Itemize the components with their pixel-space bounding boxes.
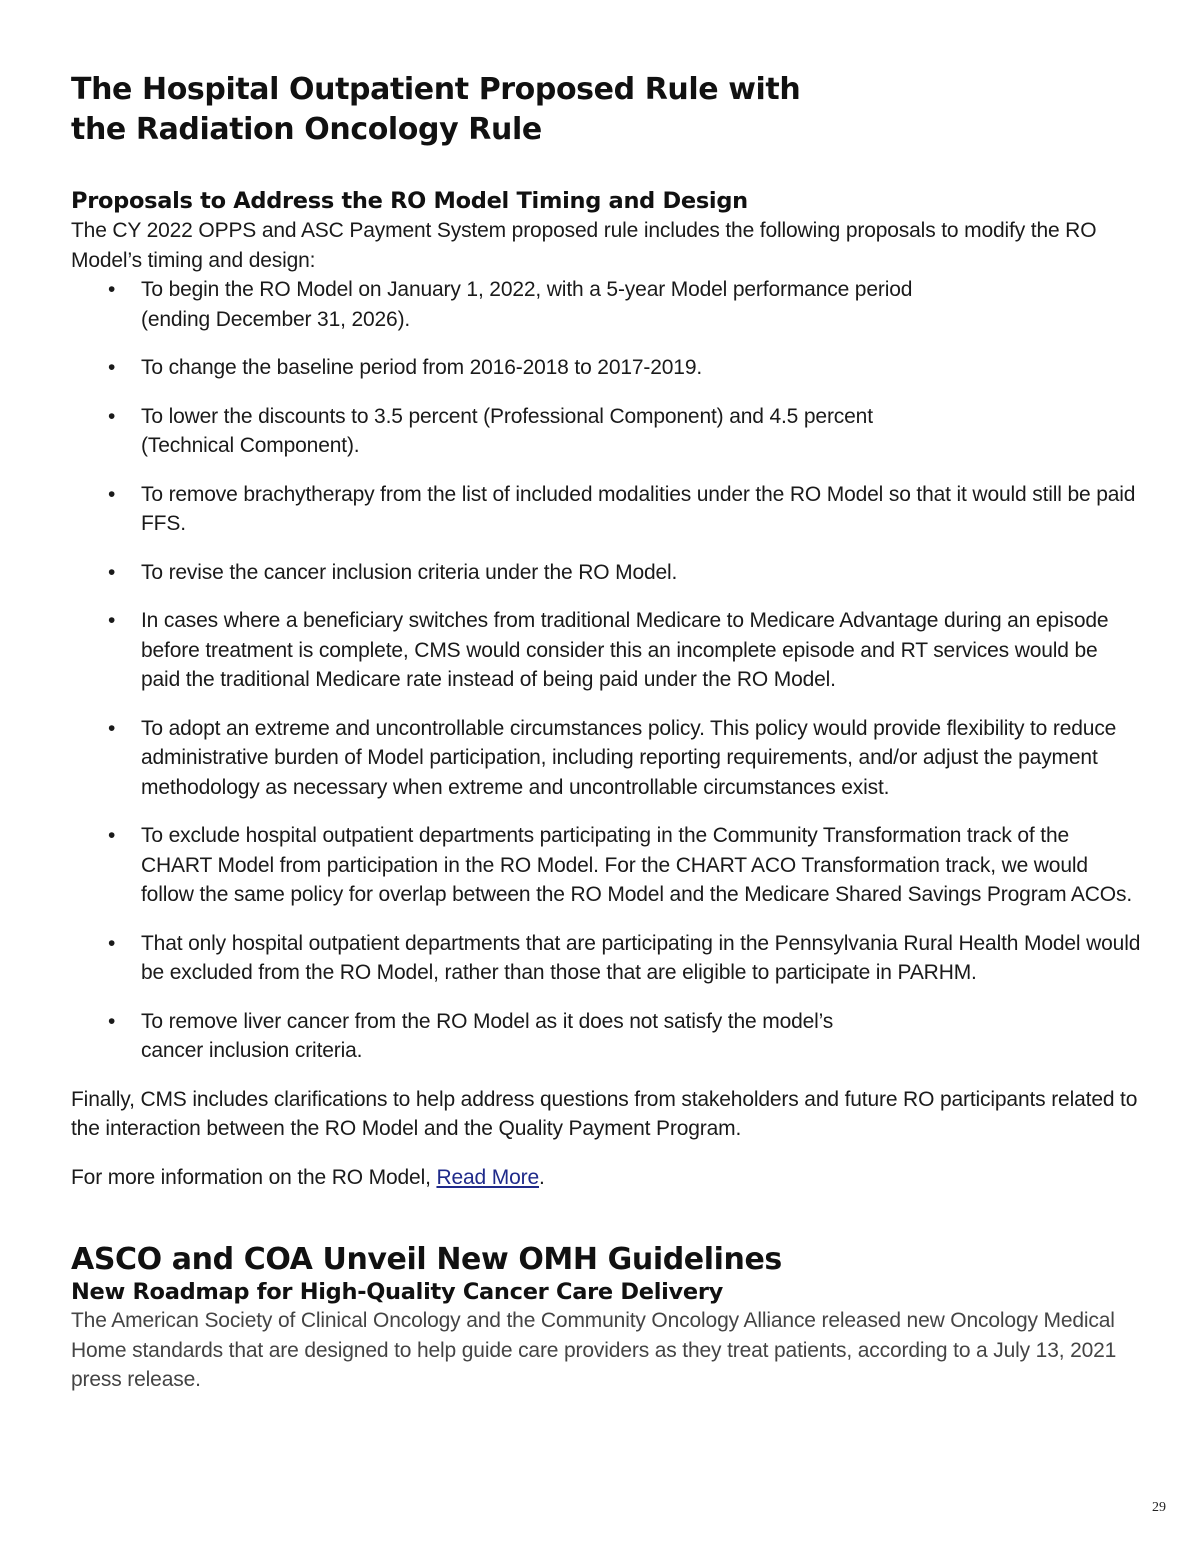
- proposal-item: • To remove brachytherapy from the list of included modalities under the RO Model so that it would still be paid FFS.: [71, 480, 1141, 539]
- bullet-icon: •: [108, 931, 116, 955]
- proposal-item: • To lower the discounts to 3.5 percent (Professional Component) and 4.5 percent (Technical Component).: [71, 402, 1141, 461]
- article-title: [71, 70, 1141, 150]
- read-more-link[interactable]: Read More: [436, 1165, 539, 1189]
- proposal-item: • To change the baseline period from 2016-2018 to 2017-2019.: [71, 353, 1141, 383]
- more-info: For more information on the RO Model, Read More.: [71, 1165, 545, 1189]
- proposal-item: • To remove liver cancer from the RO Model as it does not satisfy the model’s cancer inclusion criteria.: [71, 1007, 1141, 1066]
- article-intro: The CY 2022 OPPS and ASC Payment System proposed rule includes the following proposals to modify the RO Model’s timing and design:: [71, 219, 1097, 272]
- proposal-list: [71, 275, 1141, 1066]
- article-title-line2: the Radiation Oncology Rule: [71, 112, 542, 147]
- page-number: 29: [1152, 1500, 1166, 1515]
- bullet-icon: •: [108, 1009, 116, 1033]
- proposal-item: • To begin the RO Model on January 1, 2022, with a 5-year Model performance period (ending December 31, 2026).: [71, 275, 1141, 334]
- bullet-icon: •: [108, 609, 116, 632]
- proposal-item: • To adopt an extreme and uncontrollable circumstances policy. This policy would provide flexibility to reduce administrative burden of Model participation, including reporting requirements, and/or adjust the payment methodology as necessary when extreme and uncontrollable circumstances exist.: [71, 714, 1141, 803]
- proposal-item: • To exclude hospital outpatient departments participating in the Community Transformation track of the CHART Model from participation in the RO Model. For the CHART ACO Transformation track, we would follow the same policy for overlap between the RO Model and the Medicare Shared Savings Program ACOs.: [71, 821, 1141, 910]
- section-title: ASCO and COA Unveil New OMH Guidelines: [71, 1242, 782, 1277]
- section-body: The American Society of Clinical Oncology and the Community Oncology Alliance released new Oncology Medical Home standards that are designed to help guide care providers as they treat patients, according to a July 13, 2021 press release.: [71, 1309, 1117, 1391]
- proposal-item: • That only hospital outpatient departments that are participating in the Pennsylvania Rural Health Model would be excluded from the RO Model, rather than those that are eligible to participate in PARHM.: [71, 929, 1141, 988]
- bullet-icon: •: [108, 824, 116, 847]
- proposal-item: • In cases where a beneficiary switches from traditional Medicare to Medicare Advantage during an episode before treatment is complete, CMS would consider this an incomplete episode and RT services would be paid the traditional Medicare rate instead of being paid under the RO Model.: [71, 606, 1141, 695]
- bullet-icon: •: [108, 716, 116, 740]
- page-content: [71, 70, 1141, 1395]
- bullet-icon: •: [108, 482, 116, 506]
- bullet-icon: •: [108, 356, 116, 379]
- proposal-item: • To revise the cancer inclusion criteria under the RO Model.: [71, 558, 1141, 588]
- bullet-icon: •: [108, 278, 116, 301]
- bullet-icon: •: [108, 560, 116, 584]
- article-title-line1: The Hospital Outpatient Proposed Rule with: [71, 72, 801, 107]
- section-subtitle: New Roadmap for High-Quality Cancer Care Delivery: [71, 1279, 724, 1305]
- article-subtitle: Proposals to Address the RO Model Timing and Design: [71, 188, 748, 214]
- article-closing: Finally, CMS includes clarifications to help address questions from stakeholders and future RO participants related to the interaction between the RO Model and the Quality Payment Program.: [71, 1087, 1138, 1140]
- bullet-icon: •: [108, 404, 116, 428]
